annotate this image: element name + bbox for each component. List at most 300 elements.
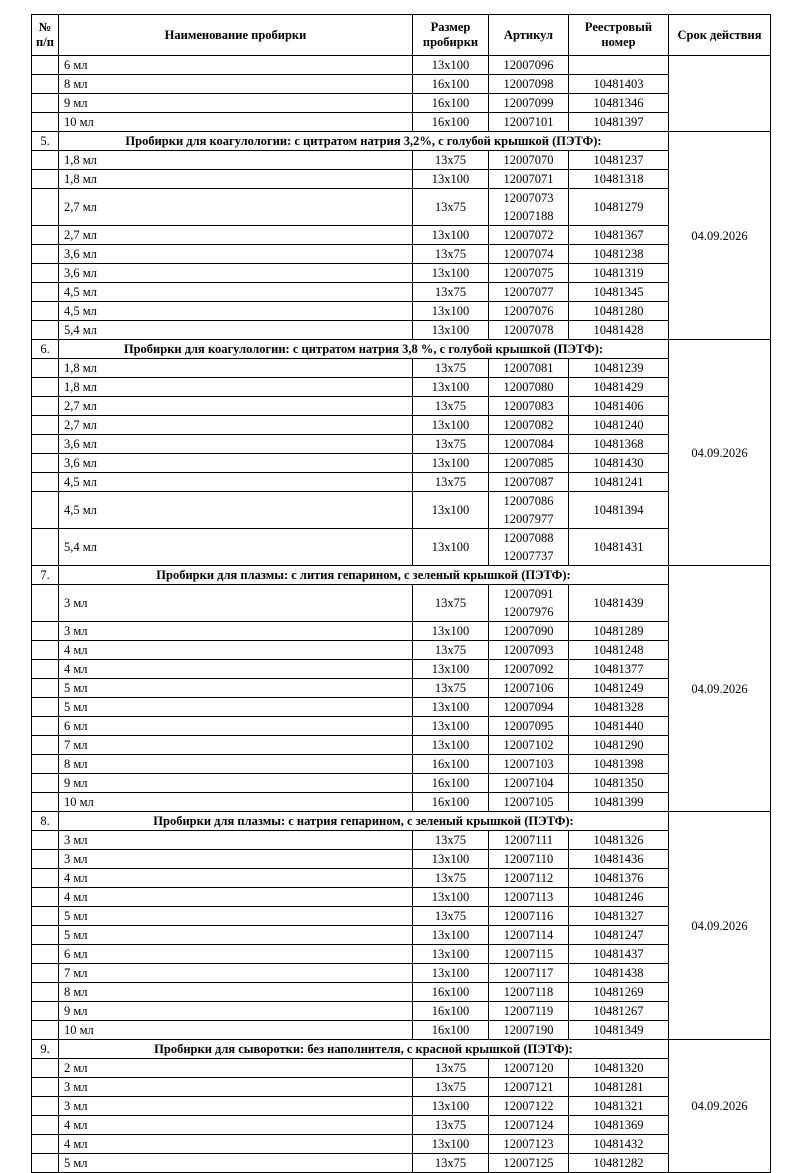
header-size: Размер пробирки: [413, 15, 489, 56]
tube-name-cell: 10 мл: [59, 793, 413, 812]
article-cell: [489, 831, 569, 850]
article-cell: [489, 416, 569, 435]
section-number: 9.: [32, 1040, 59, 1059]
validity-cell: [669, 56, 771, 132]
section-title: Пробирки для плазмы: с натрия гепарином, с зеленый крышкой (ПЭТФ):: [59, 812, 669, 831]
table-row: [32, 964, 771, 983]
tube-size-cell: 13x100: [413, 416, 489, 435]
row-number-cell: [32, 492, 59, 529]
tube-size-cell: 13x75: [413, 189, 489, 226]
tube-size-cell: 13x75: [413, 473, 489, 492]
article-number: 12007090: [503, 624, 554, 638]
tube-size-cell: 16x100: [413, 1021, 489, 1040]
table-row: [32, 774, 771, 793]
row-number-cell: [32, 698, 59, 717]
registry-cell: 10481436: [569, 850, 669, 869]
table-row: [32, 1097, 771, 1116]
tube-size-cell: 13x75: [413, 585, 489, 622]
table-row: [32, 698, 771, 717]
table-row: [32, 435, 771, 454]
article-number: 12007113: [503, 890, 554, 904]
tube-name-cell: 3 мл: [59, 585, 413, 622]
article-cell: [489, 94, 569, 113]
table-body: [32, 56, 771, 1173]
row-number-cell: [32, 850, 59, 869]
table-row: [32, 907, 771, 926]
article-number: 12007121: [503, 1080, 554, 1094]
registry-cell: 10481320: [569, 1059, 669, 1078]
tube-name-cell: 8 мл: [59, 755, 413, 774]
article-number: 12007104: [503, 776, 554, 790]
row-number-cell: [32, 1154, 59, 1173]
tube-name-cell: 4 мл: [59, 888, 413, 907]
tube-size-cell: 13x75: [413, 1116, 489, 1135]
row-number-cell: [32, 529, 59, 566]
registry-cell: 10481327: [569, 907, 669, 926]
table-row: [32, 529, 771, 566]
tube-size-cell: 16x100: [413, 113, 489, 132]
row-number-cell: [32, 888, 59, 907]
article-cell: [489, 679, 569, 698]
registry-cell: 10481430: [569, 454, 669, 473]
section-header-row: [32, 566, 771, 585]
registry-cell: 10481377: [569, 660, 669, 679]
registry-cell: 10481428: [569, 321, 669, 340]
tube-name-cell: 3,6 мл: [59, 454, 413, 473]
tube-size-cell: 13x100: [413, 264, 489, 283]
tube-name-cell: 4,5 мл: [59, 283, 413, 302]
table-row: [32, 170, 771, 189]
row-number-cell: [32, 945, 59, 964]
article-number: 12007092: [503, 662, 554, 676]
article-number: 12007105: [503, 795, 554, 809]
tube-name-cell: 4 мл: [59, 1116, 413, 1135]
row-number-cell: [32, 831, 59, 850]
article-number: 12007084: [503, 437, 554, 451]
article-cell: [489, 755, 569, 774]
tube-name-cell: 3,6 мл: [59, 435, 413, 454]
article-cell: [489, 1059, 569, 1078]
row-number-cell: [32, 283, 59, 302]
tube-name-cell: 3 мл: [59, 850, 413, 869]
article-cell: [489, 850, 569, 869]
row-number-cell: [32, 94, 59, 113]
article-cell: [489, 321, 569, 340]
registry-cell: 10481280: [569, 302, 669, 321]
article-cell: [489, 170, 569, 189]
article-cell: [489, 1135, 569, 1154]
article-cell: [489, 774, 569, 793]
tube-size-cell: 13x75: [413, 1059, 489, 1078]
tube-size-cell: 13x100: [413, 888, 489, 907]
tube-size-cell: 13x100: [413, 1097, 489, 1116]
tube-name-cell: 3,6 мл: [59, 264, 413, 283]
header-row: [32, 15, 771, 56]
tube-name-cell: 5,4 мл: [59, 529, 413, 566]
registry-cell: 10481350: [569, 774, 669, 793]
article-number: 12007125: [503, 1156, 554, 1170]
tube-name-cell: 7 мл: [59, 736, 413, 755]
table-row: [32, 1078, 771, 1097]
row-number-cell: [32, 1116, 59, 1135]
table-row: [32, 622, 771, 641]
registry-cell: 10481437: [569, 945, 669, 964]
article-number: 12007101: [503, 115, 554, 129]
table-row: [32, 736, 771, 755]
row-number-cell: [32, 226, 59, 245]
article-number: 12007120: [503, 1061, 554, 1075]
row-number-cell: [32, 302, 59, 321]
article-number: 12007076: [503, 304, 554, 318]
validity-cell: 04.09.2026: [669, 132, 771, 340]
tube-size-cell: 13x100: [413, 850, 489, 869]
validity-cell: 04.09.2026: [669, 340, 771, 566]
tube-name-cell: 5 мл: [59, 1154, 413, 1173]
article-number: 12007119: [503, 1004, 554, 1018]
header-num: № п/п: [32, 15, 59, 56]
validity-cell: 04.09.2026: [669, 812, 771, 1040]
table-row: [32, 151, 771, 170]
table-row: [32, 1154, 771, 1173]
table-row: [32, 492, 771, 529]
article-number: 12007098: [503, 77, 554, 91]
article-number: 12007117: [503, 966, 554, 980]
tube-name-cell: 5 мл: [59, 907, 413, 926]
registry-cell: 10481248: [569, 641, 669, 660]
registry-cell: 10481367: [569, 226, 669, 245]
tube-size-cell: 13x100: [413, 736, 489, 755]
row-number-cell: [32, 679, 59, 698]
tube-size-cell: 13x100: [413, 964, 489, 983]
table-row: [32, 869, 771, 888]
row-number-cell: [32, 435, 59, 454]
tube-size-cell: 13x100: [413, 378, 489, 397]
table-row: [32, 245, 771, 264]
table-row: [32, 983, 771, 1002]
article-number: 12007080: [503, 380, 554, 394]
table-row: [32, 473, 771, 492]
section-header-row: [32, 340, 771, 359]
registry-cell: 10481438: [569, 964, 669, 983]
article-cell: [489, 717, 569, 736]
article-cell: [489, 378, 569, 397]
article-number: 12007111: [503, 833, 554, 847]
article-number: 12007093: [503, 643, 554, 657]
article-cell: [489, 529, 569, 566]
registry-cell: 10481431: [569, 529, 669, 566]
article-cell: [489, 435, 569, 454]
article-cell: [489, 660, 569, 679]
article-cell: [489, 736, 569, 755]
header-name: Наименование пробирки: [59, 15, 413, 56]
registry-cell: 10481397: [569, 113, 669, 132]
article-cell: [489, 869, 569, 888]
tube-name-cell: 2 мл: [59, 1059, 413, 1078]
tube-size-cell: 13x75: [413, 435, 489, 454]
table-row: [32, 321, 771, 340]
article-cell: [489, 964, 569, 983]
table-row: [32, 641, 771, 660]
article-number: 12007122: [503, 1099, 554, 1113]
table-row: [32, 416, 771, 435]
tube-name-cell: 8 мл: [59, 75, 413, 94]
section-number: 6.: [32, 340, 59, 359]
tube-size-cell: 13x75: [413, 245, 489, 264]
row-number-cell: [32, 245, 59, 264]
article-number: 12007123: [503, 1137, 554, 1151]
tube-name-cell: 1,8 мл: [59, 170, 413, 189]
row-number-cell: [32, 585, 59, 622]
row-number-cell: [32, 189, 59, 226]
table-row: [32, 945, 771, 964]
article-cell: [489, 983, 569, 1002]
tube-size-cell: 13x75: [413, 397, 489, 416]
article-cell: [489, 302, 569, 321]
registry-cell: 10481269: [569, 983, 669, 1002]
tube-name-cell: 10 мл: [59, 113, 413, 132]
tube-name-cell: 8 мл: [59, 983, 413, 1002]
article-number: 12007096: [503, 58, 554, 72]
article-number: 12007116: [503, 909, 554, 923]
section-header-row: [32, 1040, 771, 1059]
article-cell: [489, 473, 569, 492]
row-number-cell: [32, 473, 59, 492]
row-number-cell: [32, 736, 59, 755]
row-number-cell: [32, 75, 59, 94]
registry-cell: 10481321: [569, 1097, 669, 1116]
article-number: 12007087: [503, 475, 554, 489]
registry-cell: 10481326: [569, 831, 669, 850]
article-number: 12007737: [503, 549, 554, 563]
table-row: [32, 75, 771, 94]
registry-cell: 10481394: [569, 492, 669, 529]
row-number-cell: [32, 641, 59, 660]
row-number-cell: [32, 926, 59, 945]
registry-cell: 10481328: [569, 698, 669, 717]
header-article: Артикул: [489, 15, 569, 56]
tube-name-cell: 1,8 мл: [59, 359, 413, 378]
article-cell: [489, 888, 569, 907]
article-number: 12007083: [503, 399, 554, 413]
tube-size-cell: 13x100: [413, 945, 489, 964]
registry-cell: 10481346: [569, 94, 669, 113]
row-number-cell: [32, 321, 59, 340]
tube-name-cell: 7 мл: [59, 964, 413, 983]
registry-cell: 10481247: [569, 926, 669, 945]
article-number: 12007115: [503, 947, 554, 961]
tube-name-cell: 1,8 мл: [59, 151, 413, 170]
registry-cell: 10481406: [569, 397, 669, 416]
table-row: [32, 264, 771, 283]
article-cell: [489, 359, 569, 378]
registry-cell: 10481279: [569, 189, 669, 226]
tube-name-cell: 2,7 мл: [59, 397, 413, 416]
section-title: Пробирки для коагулологии: с цитратом натрия 3,2%, с голубой крышкой (ПЭТФ):: [59, 132, 669, 151]
article-number: 12007099: [503, 96, 554, 110]
tube-name-cell: 1,8 мл: [59, 378, 413, 397]
registry-cell: 10481281: [569, 1078, 669, 1097]
registry-cell: 10481376: [569, 869, 669, 888]
tube-size-cell: 13x75: [413, 1078, 489, 1097]
article-cell: [489, 397, 569, 416]
registry-cell: 10481249: [569, 679, 669, 698]
article-number: 12007188: [503, 209, 554, 223]
article-number: 12007114: [503, 928, 554, 942]
registry-cell: 10481318: [569, 170, 669, 189]
article-number: 12007088: [503, 531, 554, 545]
tube-size-cell: 13x100: [413, 321, 489, 340]
article-cell: [489, 189, 569, 226]
article-number: 12007124: [503, 1118, 554, 1132]
row-number-cell: [32, 56, 59, 75]
row-number-cell: [32, 717, 59, 736]
row-number-cell: [32, 1059, 59, 1078]
registry-cell: 10481439: [569, 585, 669, 622]
row-number-cell: [32, 397, 59, 416]
tube-size-cell: 13x100: [413, 717, 489, 736]
tube-name-cell: 9 мл: [59, 94, 413, 113]
article-cell: [489, 75, 569, 94]
tube-size-cell: 13x100: [413, 302, 489, 321]
article-cell: [489, 1116, 569, 1135]
article-number: 12007976: [503, 605, 554, 619]
article-cell: [489, 1078, 569, 1097]
registry-cell: 10481237: [569, 151, 669, 170]
article-cell: [489, 1002, 569, 1021]
tube-name-cell: 2,7 мл: [59, 416, 413, 435]
table-row: [32, 378, 771, 397]
table-row: [32, 283, 771, 302]
tube-size-cell: 13x75: [413, 641, 489, 660]
article-number: 12007073: [503, 191, 554, 205]
article-number: 12007072: [503, 228, 554, 242]
table-row: [32, 94, 771, 113]
tube-size-cell: 13x75: [413, 151, 489, 170]
row-number-cell: [32, 793, 59, 812]
tube-size-cell: 13x100: [413, 660, 489, 679]
article-cell: [489, 793, 569, 812]
article-number: 12007091: [503, 587, 554, 601]
tube-name-cell: 4,5 мл: [59, 302, 413, 321]
tube-size-cell: 13x100: [413, 529, 489, 566]
registry-cell: 10481368: [569, 435, 669, 454]
article-number: 12007071: [503, 172, 554, 186]
table-row: [32, 679, 771, 698]
registry-cell: [569, 56, 669, 75]
header-validity: Срок действия: [669, 15, 771, 56]
tube-name-cell: 2,7 мл: [59, 226, 413, 245]
table-row: [32, 56, 771, 75]
header-registry: Реестровый номер: [569, 15, 669, 56]
tube-size-cell: 13x100: [413, 492, 489, 529]
tube-name-cell: 6 мл: [59, 717, 413, 736]
article-cell: [489, 622, 569, 641]
registry-cell: 10481440: [569, 717, 669, 736]
tube-name-cell: 3,6 мл: [59, 245, 413, 264]
tube-size-cell: 13x75: [413, 679, 489, 698]
article-cell: [489, 585, 569, 622]
tube-size-cell: 13x75: [413, 1154, 489, 1173]
tube-size-cell: 16x100: [413, 75, 489, 94]
article-number: 12007081: [503, 361, 554, 375]
table-row: [32, 926, 771, 945]
table-row: [32, 793, 771, 812]
row-number-cell: [32, 378, 59, 397]
registry-cell: 10481239: [569, 359, 669, 378]
article-number: 12007070: [503, 153, 554, 167]
section-number: 8.: [32, 812, 59, 831]
article-cell: [489, 151, 569, 170]
section-title: Пробирки для коагулологии: с цитратом натрия 3,8 %, с голубой крышкой (ПЭТФ):: [59, 340, 669, 359]
registry-cell: 10481289: [569, 622, 669, 641]
table-row: [32, 888, 771, 907]
article-cell: [489, 283, 569, 302]
row-number-cell: [32, 622, 59, 641]
row-number-cell: [32, 1002, 59, 1021]
tube-name-cell: 9 мл: [59, 774, 413, 793]
article-cell: [489, 492, 569, 529]
tube-size-cell: 13x100: [413, 926, 489, 945]
article-number: 12007075: [503, 266, 554, 280]
registry-cell: 10481290: [569, 736, 669, 755]
article-cell: [489, 113, 569, 132]
tube-size-cell: 13x75: [413, 907, 489, 926]
tube-name-cell: 2,7 мл: [59, 189, 413, 226]
registry-cell: 10481319: [569, 264, 669, 283]
table-row: [32, 660, 771, 679]
article-number: 12007106: [503, 681, 554, 695]
table-row: [32, 717, 771, 736]
article-cell: [489, 945, 569, 964]
article-cell: [489, 1021, 569, 1040]
tube-name-cell: 5 мл: [59, 926, 413, 945]
registry-cell: 10481240: [569, 416, 669, 435]
row-number-cell: [32, 983, 59, 1002]
tube-size-cell: 13x100: [413, 1135, 489, 1154]
article-cell: [489, 264, 569, 283]
table-row: [32, 585, 771, 622]
tube-size-cell: 13x75: [413, 283, 489, 302]
article-cell: [489, 245, 569, 264]
row-number-cell: [32, 264, 59, 283]
article-number: 12007112: [503, 871, 554, 885]
section-number: 5.: [32, 132, 59, 151]
tube-size-cell: 13x100: [413, 698, 489, 717]
article-cell: [489, 926, 569, 945]
row-number-cell: [32, 907, 59, 926]
row-number-cell: [32, 113, 59, 132]
row-number-cell: [32, 869, 59, 888]
tube-size-cell: 13x100: [413, 622, 489, 641]
article-cell: [489, 907, 569, 926]
row-number-cell: [32, 454, 59, 473]
section-title: Пробирки для сыворотки: без наполнителя, с красной крышкой (ПЭТФ):: [59, 1040, 669, 1059]
article-number: 12007102: [503, 738, 554, 752]
tube-size-cell: 16x100: [413, 983, 489, 1002]
tube-name-cell: 5,4 мл: [59, 321, 413, 340]
registry-cell: 10481403: [569, 75, 669, 94]
tube-size-cell: 13x100: [413, 170, 489, 189]
tube-name-cell: 3 мл: [59, 1097, 413, 1116]
tube-size-cell: 13x75: [413, 359, 489, 378]
article-number: 12007118: [503, 985, 554, 999]
article-number: 12007094: [503, 700, 554, 714]
article-number: 12007074: [503, 247, 554, 261]
article-cell: [489, 454, 569, 473]
registry-cell: 10481349: [569, 1021, 669, 1040]
tube-name-cell: 10 мл: [59, 1021, 413, 1040]
article-cell: [489, 698, 569, 717]
